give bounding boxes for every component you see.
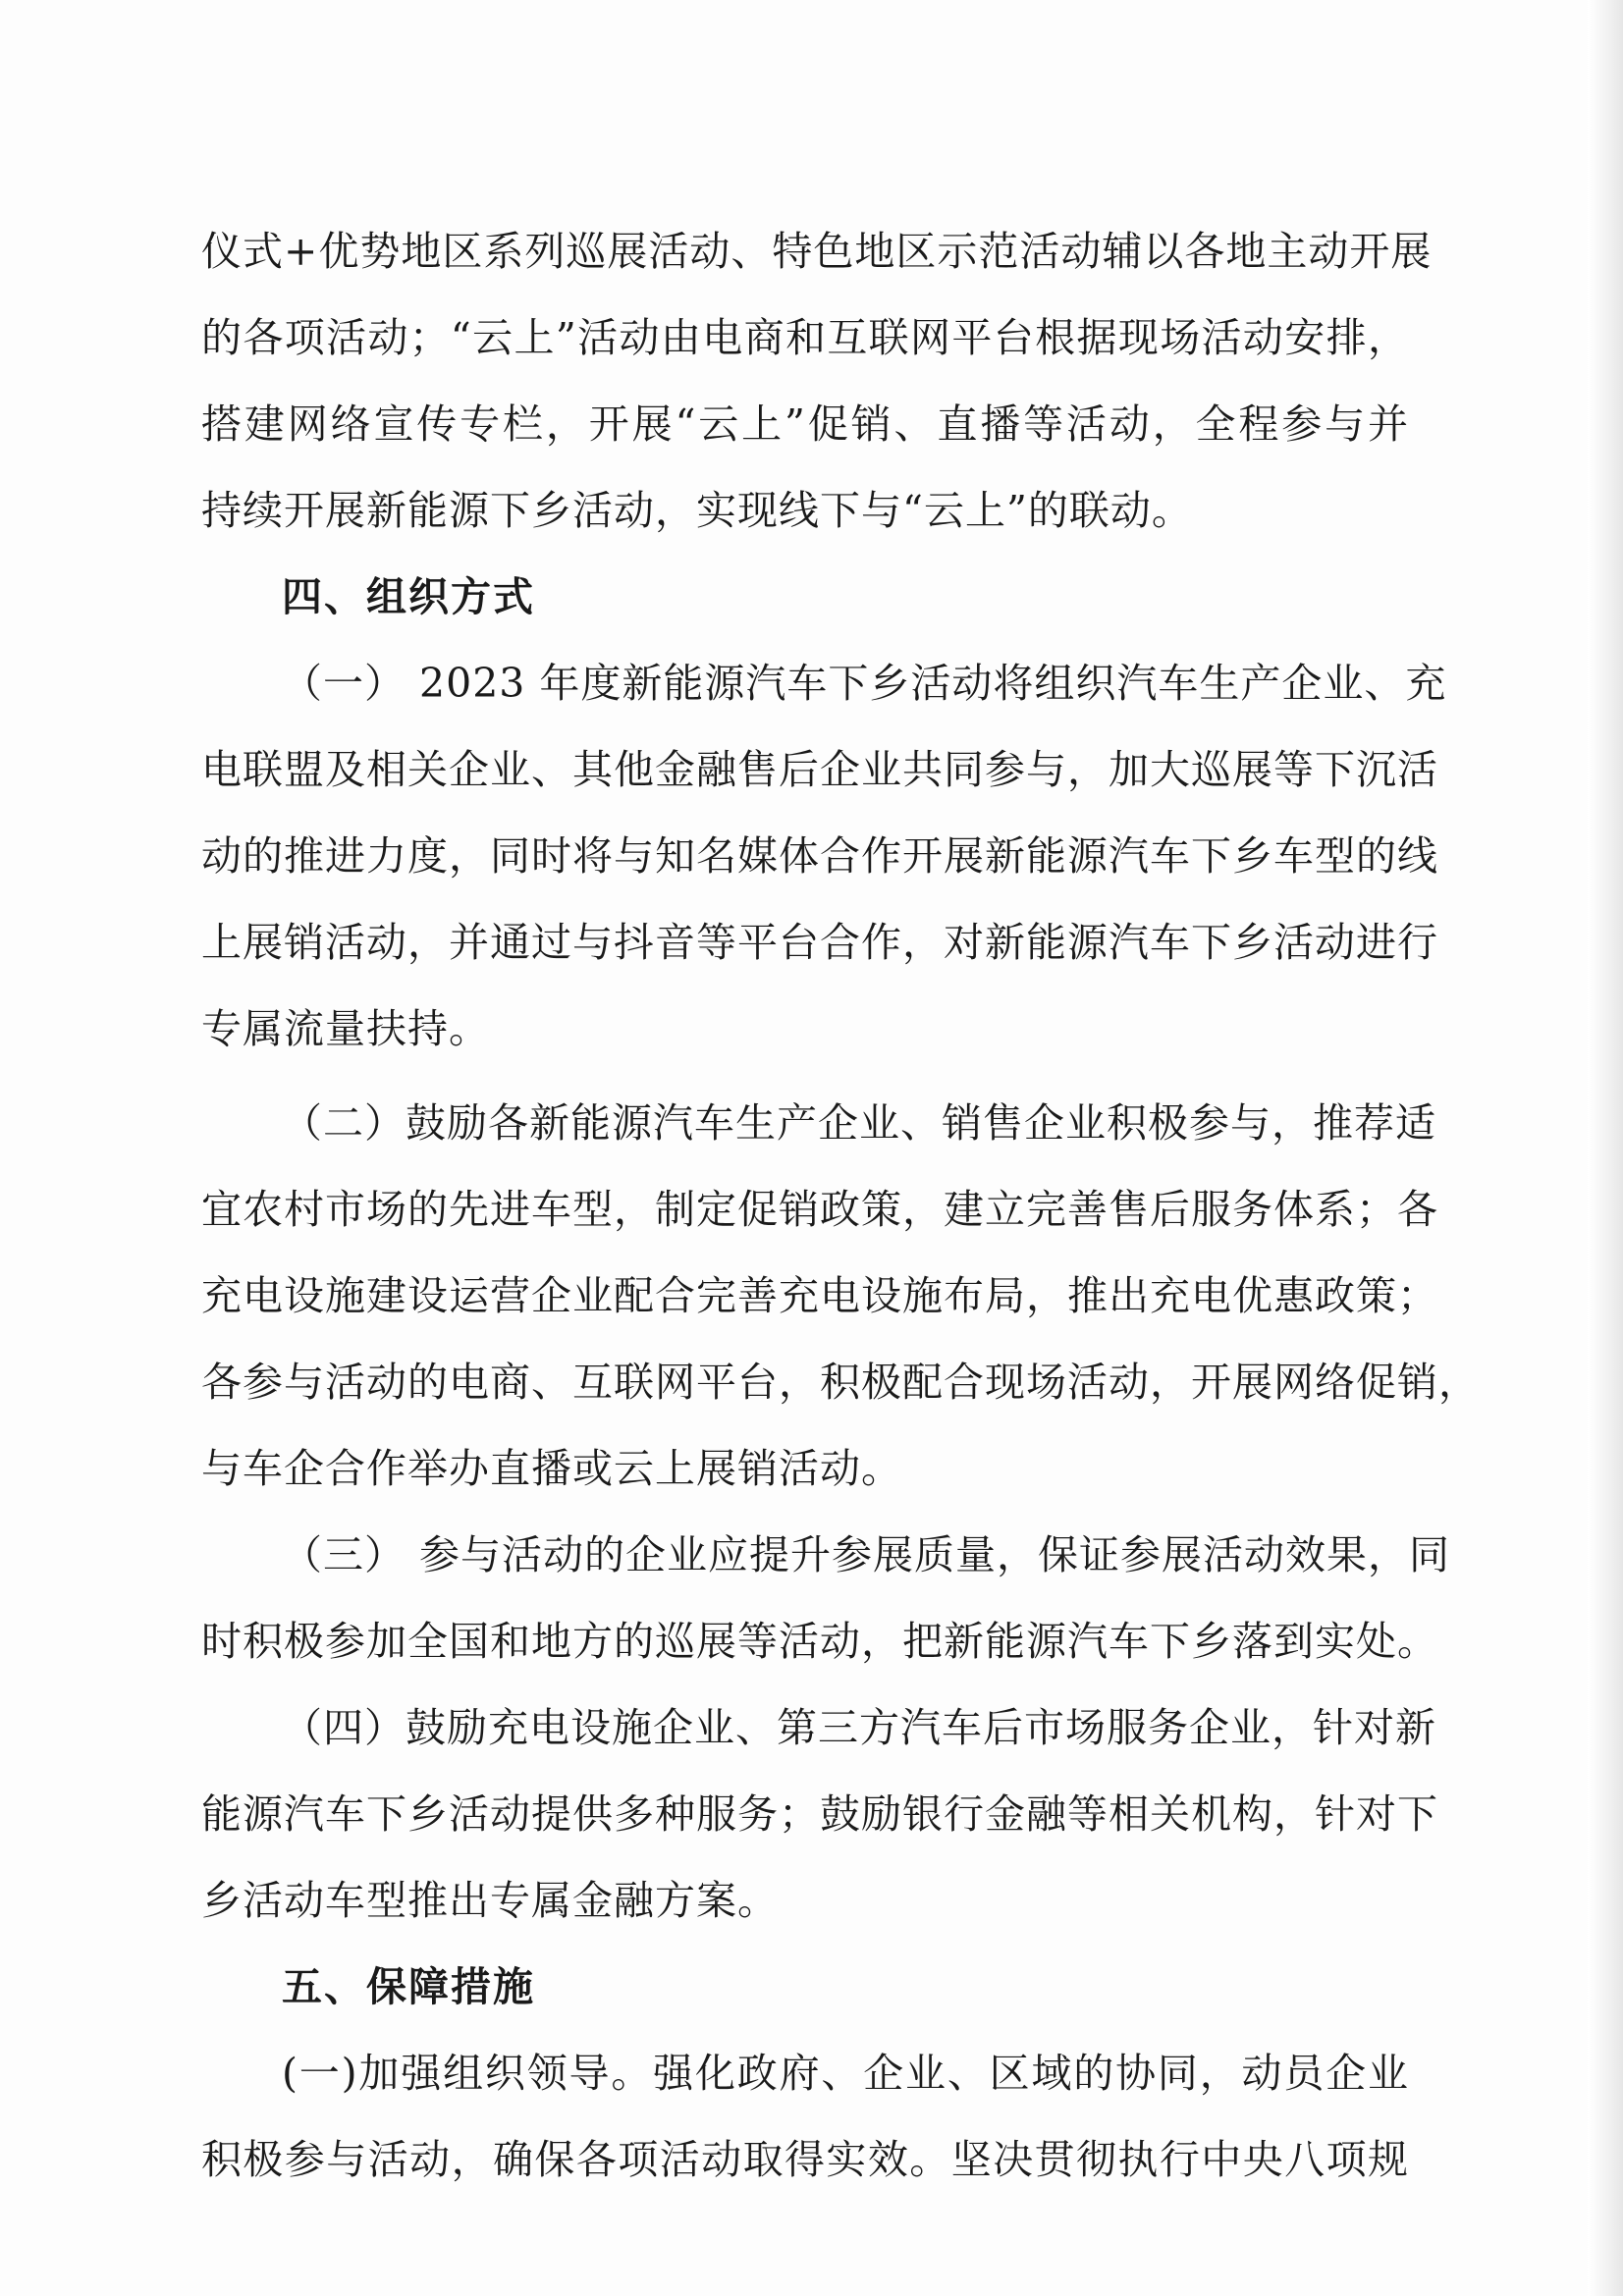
paragraph-s4-1: [201, 640, 1447, 1072]
text-line: 动的推进力度，同时将与知名媒体合作开展新能源汽车下乡车型的线: [201, 832, 1438, 880]
text-line: 乡活动车型推出专属金融方案。: [201, 1877, 779, 1924]
text-line: （二）鼓励各新能源汽车生产企业、销售企业积极参与，推荐适: [282, 1099, 1436, 1147]
paragraph-s4-3: [201, 1512, 1451, 1684]
text-line: 充电设施建设运营企业配合完善充电设施布局，推出充电优惠政策；: [201, 1272, 1438, 1319]
text-line: 专属流量扶持。: [201, 1005, 490, 1052]
text-line: 各参与活动的电商、互联网平台，积极配合现场活动，开展网络促销，: [201, 1359, 1480, 1406]
section-heading-organization: 四、组织方式: [282, 573, 535, 620]
text-line: 宜农村市场的先进车型，制定促销政策，建立完善售后服务体系；各: [201, 1186, 1438, 1233]
text-line: 仪式+优势地区系列巡展活动、特色地区示范活动辅以各地主动开展: [201, 228, 1433, 275]
scan-edge: [1588, 0, 1623, 2296]
text-line: 搭建网络宣传专栏，开展“云上”促销、直播等活动，全程参与并: [201, 400, 1409, 448]
text-line: 能源汽车下乡活动提供多种服务；鼓励银行金融等相关机构，针对下: [201, 1790, 1438, 1838]
text-line: （一） 2023 年度新能源汽车下乡活动将组织汽车生产企业、充: [282, 660, 1447, 707]
paragraph-s5-1: [201, 2030, 1409, 2203]
section-heading-safeguards: 五、保障措施: [282, 1963, 535, 2010]
paragraph-s4-2: [201, 1080, 1480, 1512]
text-line: 积极参与活动，确保各项活动取得实效。坚决贯彻执行中央八项规: [201, 2136, 1409, 2183]
text-line: 电联盟及相关企业、其他金融售后企业共同参与，加大巡展等下沉活: [201, 746, 1438, 793]
text-line: （三） 参与活动的企业应提升参展质量，保证参展活动效果，同: [282, 1531, 1451, 1578]
text-line: 的各项活动；“云上”活动由电商和互联网平台根据现场活动安排，: [201, 314, 1409, 361]
text-line: 上展销活动，并通过与抖音等平台合作，对新能源汽车下乡活动进行: [201, 919, 1438, 966]
text-line: 时积极参加全国和地方的巡展等活动，把新能源汽车下乡落到实处。: [201, 1618, 1438, 1665]
intro-paragraph: [201, 208, 1433, 554]
text-line: 持续开展新能源下乡活动，实现线下与“云上”的联动。: [201, 487, 1193, 534]
document-body: [201, 208, 1480, 2203]
paragraph-s4-4: [201, 1684, 1438, 1944]
text-line: (一)加强组织领导。强化政府、企业、区域的协同，动员企业: [282, 2050, 1409, 2097]
text-line: 与车企合作举办直播或云上展销活动。: [201, 1445, 902, 1492]
text-line: （四）鼓励充电设施企业、第三方汽车后市场服务企业，针对新: [282, 1704, 1436, 1751]
